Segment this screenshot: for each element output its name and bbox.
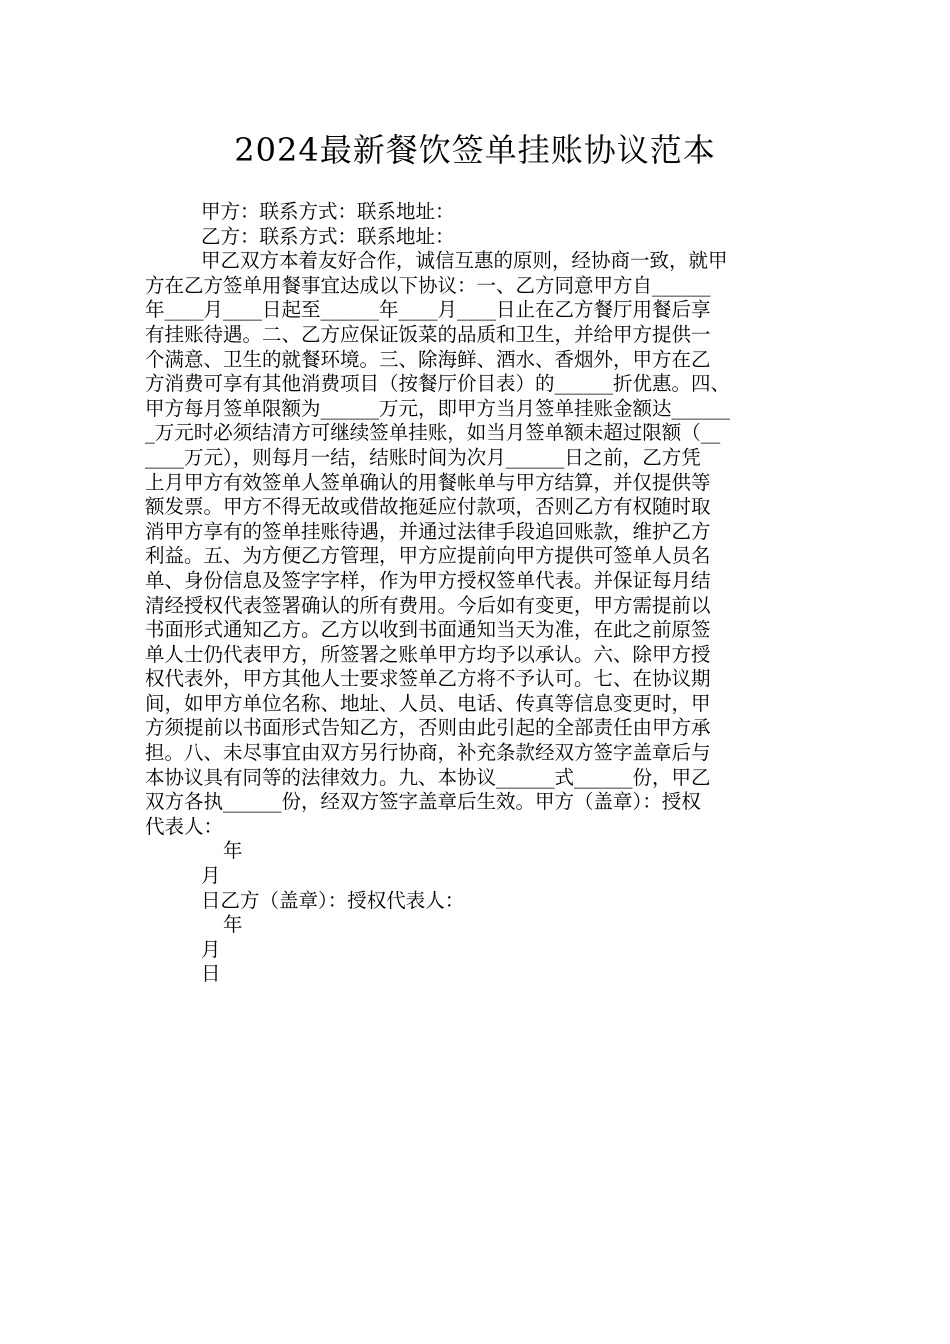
signature-a-month: 月 <box>201 864 221 888</box>
body-line: 甲乙双方本着友好合作，诚信互惠的原则，经协商一致，就甲 <box>201 249 728 273</box>
body-line: 间，如甲方单位名称、地址、人员、电话、传真等信息变更时，甲 <box>145 691 711 715</box>
party-b-line: 乙方：联系方式：联系地址： <box>201 224 455 248</box>
document-title: 2024最新餐饮签单挂账协议范本 <box>234 131 716 169</box>
party-a-line: 甲方：联系方式：联系地址： <box>201 200 455 223</box>
body-line: 方在乙方签单用餐事宜达成以下协议：一、乙方同意甲方自______ <box>145 273 711 297</box>
signature-b-year: 年 <box>223 913 243 937</box>
body-line: 消甲方享有的签单挂账待遇，并通过法律手段追回账款，维护乙方 <box>145 519 711 543</box>
signature-b-month: 月 <box>201 937 221 961</box>
body-line: 个满意、卫生的就餐环境。三、除海鲜、酒水、香烟外，甲方在乙 <box>145 347 711 371</box>
body-line: 上月甲方有效签单人签单确认的用餐帐单与甲方结算，并仅提供等 <box>145 470 711 494</box>
body-line: 利益。五、为方便乙方管理，甲方应提前向甲方提供可签单人员名 <box>145 544 711 568</box>
body-line: 单人士仍代表甲方，所签署之账单甲方均予以承认。六、除甲方授 <box>145 642 711 666</box>
body-line: 有挂账待遇。二、乙方应保证饭菜的品质和卫生，并给甲方提供一 <box>145 322 711 346</box>
body-line: ____万元），则每月一结，结账时间为次月______日之前，乙方凭 <box>145 445 701 469</box>
signature-a-year: 年 <box>223 839 243 863</box>
body-line: 单、身份信息及签字字样，作为甲方授权签单代表。并保证每月结 <box>145 568 711 592</box>
body-line: 清经授权代表签署确认的所有费用。今后如有变更，甲方需提前以 <box>145 593 711 617</box>
document-body <box>145 200 805 987</box>
body-line: _万元时必须结清方可继续签单挂账，如当月签单额未超过限额（__ <box>145 421 721 445</box>
body-line: 甲方每月签单限额为______万元，即甲方当月签单挂账金额达______ <box>145 396 731 420</box>
body-line: 本协议具有同等的法律效力。九、本协议______式______份，甲乙 <box>145 765 711 789</box>
body-line: 额发票。甲方不得无故或借故拖延应付款项，否则乙方有权随时取 <box>145 495 711 519</box>
body-line: 方须提前以书面形式告知乙方，否则由此引起的全部责任由甲方承 <box>145 716 711 740</box>
signature-b-day: 日 <box>201 962 221 986</box>
signature-a-day-party-b: 日乙方（盖章）：授权代表人： <box>201 888 465 912</box>
body-line: 代表人： <box>145 814 224 838</box>
body-line: 书面形式通知乙方。乙方以收到书面通知当天为准，在此之前原签 <box>145 618 711 642</box>
body-line: 担。八、未尽事宜由双方另行协商，补充条款经双方签字盖章后与 <box>145 741 711 765</box>
body-line: 方消费可享有其他消费项目（按餐厅价目表）的______折优惠。四、 <box>145 372 731 396</box>
body-line: 双方各执______份，经双方签字盖章后生效。甲方（盖章）：授权 <box>145 790 701 814</box>
body-line: 权代表外，甲方其他人士要求签单乙方将不予认可。七、在协议期 <box>145 667 711 691</box>
body-line: 年____月____日起至______年____月____日止在乙方餐厅用餐后享 <box>145 298 711 322</box>
